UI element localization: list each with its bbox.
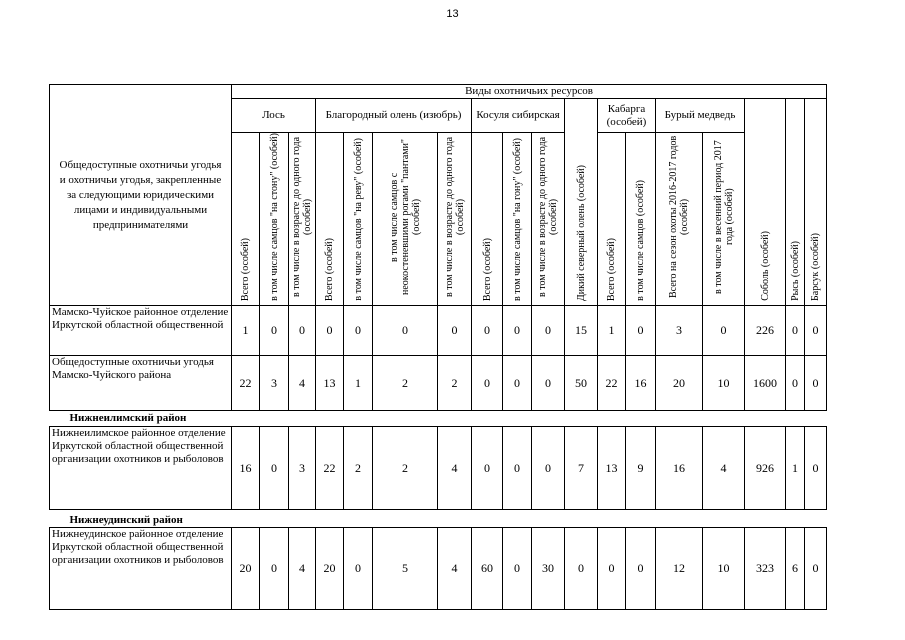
cell: 0 bbox=[598, 528, 626, 610]
cell: 22 bbox=[598, 356, 626, 411]
cell: 30 bbox=[532, 528, 565, 610]
row-label: Нижнеилимское районное отделение Иркутской областной общественной организации охотников и рыболовов bbox=[50, 427, 232, 510]
cell: 20 bbox=[232, 528, 260, 610]
cell: 60 bbox=[472, 528, 503, 610]
cell: 16 bbox=[232, 427, 260, 510]
cell: 3 bbox=[289, 427, 316, 510]
cell: 1 bbox=[786, 427, 805, 510]
table-row bbox=[50, 427, 827, 510]
cell: 10 bbox=[703, 528, 745, 610]
cell: 4 bbox=[289, 528, 316, 610]
table-row bbox=[50, 356, 827, 411]
cell: 0 bbox=[532, 306, 565, 356]
species-red-deer: Благородный олень (изюбрь) bbox=[316, 99, 472, 133]
table-corner-header: Общедоступные охотничьи угодья и охотничьи угодья, закрепленные за следующими юридическими лицами и индивидуальными предпринимателями bbox=[50, 85, 232, 306]
cell: 0 bbox=[260, 528, 289, 610]
cell: 4 bbox=[438, 427, 472, 510]
cell: 0 bbox=[805, 427, 827, 510]
species-lynx: Рысь (особей) bbox=[786, 99, 805, 306]
cell: 926 bbox=[745, 427, 786, 510]
subheader: в том числе в весенний период 2017 года (особей) bbox=[703, 133, 745, 306]
subheader: в том числе самцов с неокостеневшими рогами "пантами" (особей) bbox=[373, 133, 438, 306]
cell: 226 bbox=[745, 306, 786, 356]
species-sable: Соболь (особей) bbox=[745, 99, 786, 306]
cell: 1 bbox=[232, 306, 260, 356]
cell: 13 bbox=[316, 356, 344, 411]
subheader: Всего (особей) bbox=[232, 133, 260, 306]
cell: 0 bbox=[472, 356, 503, 411]
cell: 0 bbox=[703, 306, 745, 356]
cell: 323 bbox=[745, 528, 786, 610]
cell: 5 bbox=[373, 528, 438, 610]
table-row bbox=[50, 528, 827, 610]
subheader: в том числе самцов "на стону" (особей) bbox=[260, 133, 289, 306]
subheader: Всего на сезон охоты 2016-2017 годов (особей) bbox=[656, 133, 703, 306]
cell: 22 bbox=[316, 427, 344, 510]
species-brown-bear: Бурый медведь bbox=[656, 99, 745, 133]
cell: 16 bbox=[656, 427, 703, 510]
cell: 0 bbox=[805, 528, 827, 610]
cell: 0 bbox=[786, 306, 805, 356]
cell: 20 bbox=[316, 528, 344, 610]
section-title: Нижнеудинский район bbox=[50, 510, 827, 528]
subheader: в том числе самцов "на реву" (особей) bbox=[344, 133, 373, 306]
cell: 0 bbox=[344, 306, 373, 356]
cell: 0 bbox=[503, 356, 532, 411]
cell: 50 bbox=[565, 356, 598, 411]
cell: 2 bbox=[344, 427, 373, 510]
section-title: Нижнеилимский район bbox=[50, 411, 827, 427]
cell: 0 bbox=[532, 356, 565, 411]
cell: 12 bbox=[656, 528, 703, 610]
cell: 0 bbox=[373, 306, 438, 356]
subheader: в том числе в возрасте до одного года (особей) bbox=[532, 133, 565, 306]
cell: 20 bbox=[656, 356, 703, 411]
cell: 0 bbox=[503, 427, 532, 510]
cell: 0 bbox=[532, 427, 565, 510]
cell: 0 bbox=[626, 306, 656, 356]
cell: 2 bbox=[373, 427, 438, 510]
cell: 0 bbox=[472, 427, 503, 510]
cell: 1600 bbox=[745, 356, 786, 411]
cell: 0 bbox=[805, 306, 827, 356]
row-label: Общедоступные охотничьи угодья Мамско-Чуйского района bbox=[50, 356, 232, 411]
subheader: в том числе в возрасте до одного года (особей) bbox=[289, 133, 316, 306]
cell: 0 bbox=[344, 528, 373, 610]
cell: 0 bbox=[503, 528, 532, 610]
cell: 1 bbox=[598, 306, 626, 356]
cell: 1 bbox=[344, 356, 373, 411]
species-moose: Лось bbox=[232, 99, 316, 133]
subheader: в том числе самцов (особей) bbox=[626, 133, 656, 306]
cell: 0 bbox=[289, 306, 316, 356]
row-label: Нижнеудинское районное отделение Иркутской областной общественной организации охотников и рыболовов bbox=[50, 528, 232, 610]
cell: 4 bbox=[438, 528, 472, 610]
cell: 0 bbox=[786, 356, 805, 411]
group-header: Виды охотничьих ресурсов bbox=[232, 85, 827, 99]
subheader: Всего (особей) bbox=[472, 133, 503, 306]
cell: 4 bbox=[703, 427, 745, 510]
table-row bbox=[50, 306, 827, 356]
cell: 7 bbox=[565, 427, 598, 510]
cell: 0 bbox=[565, 528, 598, 610]
cell: 6 bbox=[786, 528, 805, 610]
subheader: в том числе самцов "на гону" (особей) bbox=[503, 133, 532, 306]
cell: 10 bbox=[703, 356, 745, 411]
species-roe-deer: Косуля сибирская bbox=[472, 99, 565, 133]
species-musk-deer: Кабарга (особей) bbox=[598, 99, 656, 133]
cell: 16 bbox=[626, 356, 656, 411]
cell: 0 bbox=[805, 356, 827, 411]
cell: 13 bbox=[598, 427, 626, 510]
cell: 3 bbox=[656, 306, 703, 356]
cell: 2 bbox=[373, 356, 438, 411]
subheader: Всего (особей) bbox=[598, 133, 626, 306]
row-label: Мамско-Чуйское районное отделение Иркутской областной общественной bbox=[50, 306, 232, 356]
species-badger: Барсук (особей) bbox=[805, 99, 827, 306]
cell: 22 bbox=[232, 356, 260, 411]
cell: 3 bbox=[260, 356, 289, 411]
cell: 0 bbox=[260, 306, 289, 356]
cell: 2 bbox=[438, 356, 472, 411]
cell: 9 bbox=[626, 427, 656, 510]
page-number: 13 bbox=[446, 8, 459, 20]
hunting-resources-table bbox=[49, 84, 827, 610]
cell: 0 bbox=[438, 306, 472, 356]
cell: 0 bbox=[316, 306, 344, 356]
cell: 0 bbox=[472, 306, 503, 356]
cell: 0 bbox=[260, 427, 289, 510]
species-reindeer: Дикий северный олень (особей) bbox=[565, 99, 598, 306]
subheader: Всего (особей) bbox=[316, 133, 344, 306]
subheader: в том числе в возрасте до одного года (особей) bbox=[438, 133, 472, 306]
cell: 0 bbox=[503, 306, 532, 356]
cell: 4 bbox=[289, 356, 316, 411]
cell: 0 bbox=[626, 528, 656, 610]
cell: 15 bbox=[565, 306, 598, 356]
